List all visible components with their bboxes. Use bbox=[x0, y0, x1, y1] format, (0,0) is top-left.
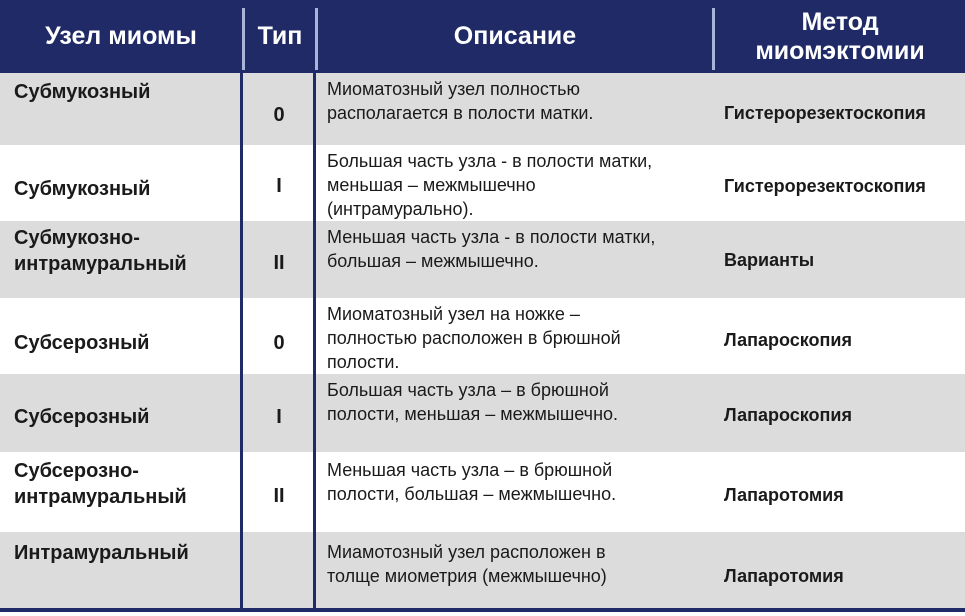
description-cell bbox=[327, 149, 652, 221]
description-line: Миоматозный узел полностью bbox=[327, 79, 580, 99]
type-cell: 0 bbox=[273, 332, 285, 354]
table-header bbox=[0, 0, 965, 73]
table-row bbox=[0, 374, 965, 452]
description-cell bbox=[327, 458, 616, 506]
description-line: большая – межмышечно. bbox=[327, 251, 539, 271]
description-cell bbox=[327, 225, 655, 273]
description-line: полости. bbox=[327, 352, 400, 372]
method-cell: Гистерорезектоскопия bbox=[724, 176, 926, 196]
node-cell: Субсерозный bbox=[14, 406, 150, 428]
header-method-line2: миомэктомии bbox=[755, 36, 925, 65]
table-row bbox=[0, 221, 965, 298]
table-row bbox=[0, 145, 965, 221]
description-line: полностью расположен в брюшной bbox=[327, 328, 621, 348]
description-line: Большая часть узла – в брюшной bbox=[327, 380, 609, 400]
description-cell bbox=[327, 378, 618, 426]
description-line: полости, меньшая – межмышечно. bbox=[327, 404, 619, 424]
header-node: Узел миомы bbox=[45, 22, 197, 50]
type-cell: I bbox=[276, 406, 282, 428]
description-cell bbox=[327, 77, 593, 125]
method-cell: Варианты bbox=[724, 250, 815, 270]
header-method bbox=[715, 0, 965, 73]
node-cell bbox=[14, 458, 187, 510]
table-row bbox=[0, 532, 965, 608]
method-cell: Лапароскопия bbox=[724, 405, 852, 425]
table-bottom-border bbox=[0, 608, 965, 612]
header-type: Тип bbox=[257, 22, 303, 50]
description-cell bbox=[327, 540, 607, 588]
node-line: Субсерозно- bbox=[14, 460, 139, 482]
description-line: полости, большая – межмышечно. bbox=[327, 484, 617, 504]
description-line: Меньшая часть узла - в полости матки, bbox=[327, 227, 656, 247]
node-line: интрамуральный bbox=[14, 253, 187, 275]
description-line: меньшая – межмышечно bbox=[327, 175, 536, 195]
column-divider bbox=[313, 73, 316, 610]
node-line: интрамуральный bbox=[14, 486, 187, 508]
column-divider bbox=[240, 73, 243, 610]
node-line: Субмукозно- bbox=[14, 227, 140, 249]
description-line: располагается в полости матки. bbox=[327, 103, 594, 123]
description-line: Большая часть узла - в полости матки, bbox=[327, 151, 653, 171]
table-row bbox=[0, 452, 965, 532]
description-line: Меньшая часть узла – в брюшной bbox=[327, 460, 613, 480]
type-cell: II bbox=[273, 485, 285, 507]
type-cell: 0 bbox=[273, 104, 285, 126]
node-cell: Субмукозный bbox=[14, 178, 151, 200]
node-cell bbox=[14, 225, 187, 277]
node-cell: Интрамуральный bbox=[14, 542, 189, 564]
header-method-line1: Метод bbox=[801, 7, 879, 36]
header-description: Описание bbox=[453, 22, 577, 50]
node-cell: Субсерозный bbox=[14, 332, 150, 354]
method-cell: Лапаротомия bbox=[724, 485, 844, 505]
description-line: Миоматозный узел на ножке – bbox=[327, 304, 580, 324]
node-cell: Субмукозный bbox=[14, 81, 151, 103]
type-cell: I bbox=[276, 175, 282, 197]
description-cell bbox=[327, 302, 621, 374]
type-cell: II bbox=[273, 252, 285, 274]
method-cell: Гистерорезектоскопия bbox=[724, 103, 926, 123]
table-row bbox=[0, 298, 965, 374]
description-line: Миамотозный узел расположен в bbox=[327, 542, 606, 562]
description-line: толще миометрия (межмышечно) bbox=[327, 566, 607, 586]
table-row bbox=[0, 73, 965, 145]
method-cell: Лапароскопия bbox=[724, 330, 852, 350]
method-cell: Лапаротомия bbox=[724, 566, 844, 586]
description-line: (интрамурально). bbox=[327, 199, 474, 219]
